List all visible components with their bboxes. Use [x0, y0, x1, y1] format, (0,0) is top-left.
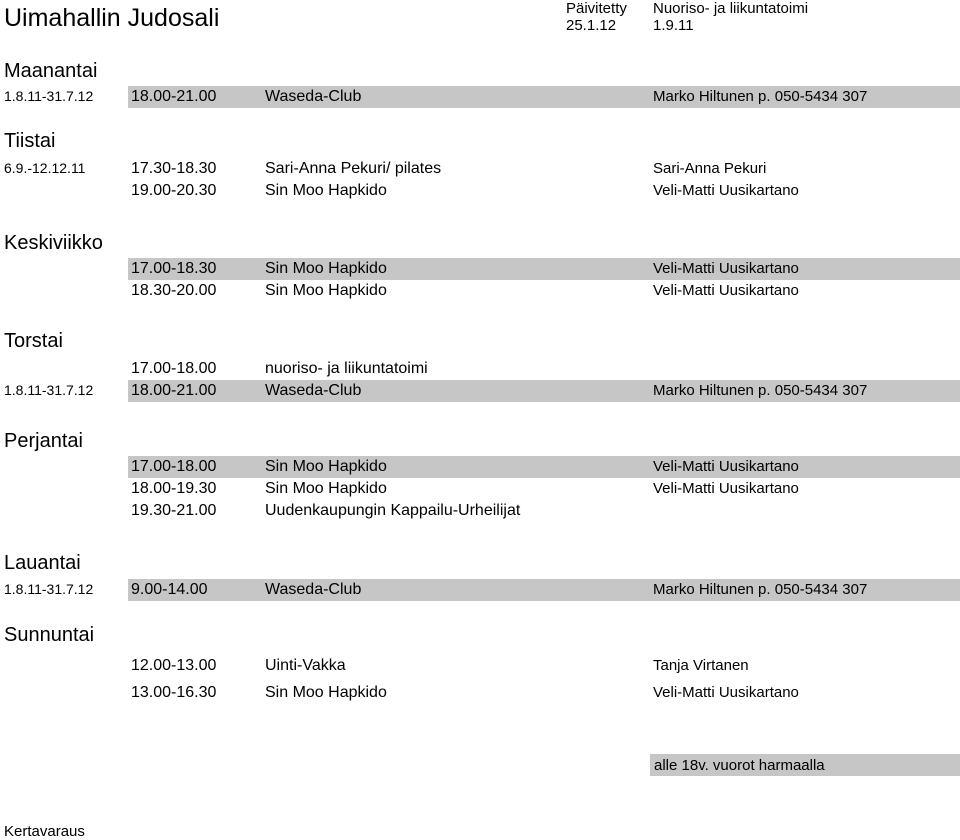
- row-activity: Uudenkaupungin Kappailu-Urheilijat: [265, 502, 521, 519]
- organization-date: 1.9.11: [653, 17, 694, 34]
- row-time: 19.00-20.30: [131, 182, 217, 199]
- row-activity: nuoriso- ja liikuntatoimi: [265, 360, 428, 377]
- row-contact: Veli-Matti Uusikartano: [653, 684, 799, 701]
- row-activity: Sari-Anna Pekuri/ pilates: [265, 160, 442, 177]
- row-contact: Marko Hiltunen p. 050-5434 307: [653, 88, 868, 105]
- legend-text: alle 18v. vuorot harmaalla: [654, 757, 825, 774]
- row-time: 18.00-21.00: [131, 382, 217, 399]
- row-time: 17.30-18.30: [131, 160, 217, 177]
- legend-box: [650, 754, 960, 776]
- row-contact: Tanja Virtanen: [653, 657, 749, 674]
- day-heading: Perjantai: [4, 430, 83, 452]
- day-heading: Sunnuntai: [4, 624, 95, 646]
- schedule-row: [0, 682, 960, 704]
- row-contact: Veli-Matti Uusikartano: [653, 282, 799, 299]
- row-activity: Waseda-Club: [265, 88, 362, 105]
- row-contact: Veli-Matti Uusikartano: [653, 458, 799, 475]
- day-heading: Tiistai: [4, 130, 56, 152]
- row-contact: Veli-Matti Uusikartano: [653, 182, 799, 199]
- row-time: 9.00-14.00: [131, 581, 208, 598]
- row-time: 18.00-21.00: [131, 88, 217, 105]
- day-heading: Maanantai: [4, 60, 98, 82]
- schedule-row: [0, 456, 960, 478]
- schedule-row: [0, 180, 960, 202]
- schedule-row: [0, 380, 960, 402]
- row-contact: Marko Hiltunen p. 050-5434 307: [653, 581, 868, 598]
- row-activity: Sin Moo Hapkido: [265, 684, 387, 701]
- row-contact: Veli-Matti Uusikartano: [653, 260, 799, 277]
- day-heading: Torstai: [4, 330, 63, 352]
- row-time: 13.00-16.30: [131, 684, 217, 701]
- day-heading: Lauantai: [4, 552, 81, 574]
- day-heading: Keskiviikko: [4, 232, 103, 254]
- row-activity: Waseda-Club: [265, 581, 362, 598]
- row-date: 6.9.-12.12.11: [4, 160, 86, 176]
- updated-label: Päivitetty: [566, 0, 627, 17]
- row-activity: Sin Moo Hapkido: [265, 282, 387, 299]
- organization-name: Nuoriso- ja liikuntatoimi: [653, 0, 809, 17]
- row-activity: Uinti-Vakka: [265, 657, 346, 674]
- row-date: 1.8.11-31.7.12: [4, 581, 94, 597]
- schedule-row: [0, 358, 960, 380]
- row-activity: Sin Moo Hapkido: [265, 480, 387, 497]
- updated-date: 25.1.12: [566, 17, 617, 34]
- row-date: 1.8.11-31.7.12: [4, 382, 94, 398]
- footer-note: Kertavaraus: [4, 823, 85, 840]
- schedule-row: [0, 478, 960, 500]
- row-contact: Veli-Matti Uusikartano: [653, 480, 799, 497]
- row-activity: Sin Moo Hapkido: [265, 260, 387, 277]
- schedule-row: [0, 500, 960, 522]
- schedule-row: [0, 579, 960, 601]
- schedule-row: [0, 280, 960, 302]
- shaded-bar: [128, 258, 960, 280]
- row-activity: Waseda-Club: [265, 382, 362, 399]
- row-activity: Sin Moo Hapkido: [265, 458, 387, 475]
- schedule-row: [0, 86, 960, 108]
- row-time: 12.00-13.00: [131, 657, 217, 674]
- row-time: 17.00-18.00: [131, 360, 217, 377]
- row-time: 18.00-19.30: [131, 480, 217, 497]
- schedule-row: [0, 258, 960, 280]
- row-contact: Sari-Anna Pekuri: [653, 160, 767, 177]
- schedule-row: [0, 158, 960, 180]
- row-time: 18.30-20.00: [131, 282, 217, 299]
- row-contact: Marko Hiltunen p. 050-5434 307: [653, 382, 868, 399]
- row-time: 19.30-21.00: [131, 502, 217, 519]
- row-time: 17.00-18.30: [131, 260, 217, 277]
- schedule-row: [0, 655, 960, 677]
- page-title: Uimahallin Judosali: [4, 4, 220, 32]
- row-time: 17.00-18.00: [131, 458, 217, 475]
- row-date: 1.8.11-31.7.12: [4, 88, 94, 104]
- shaded-bar: [128, 456, 960, 478]
- row-activity: Sin Moo Hapkido: [265, 182, 387, 199]
